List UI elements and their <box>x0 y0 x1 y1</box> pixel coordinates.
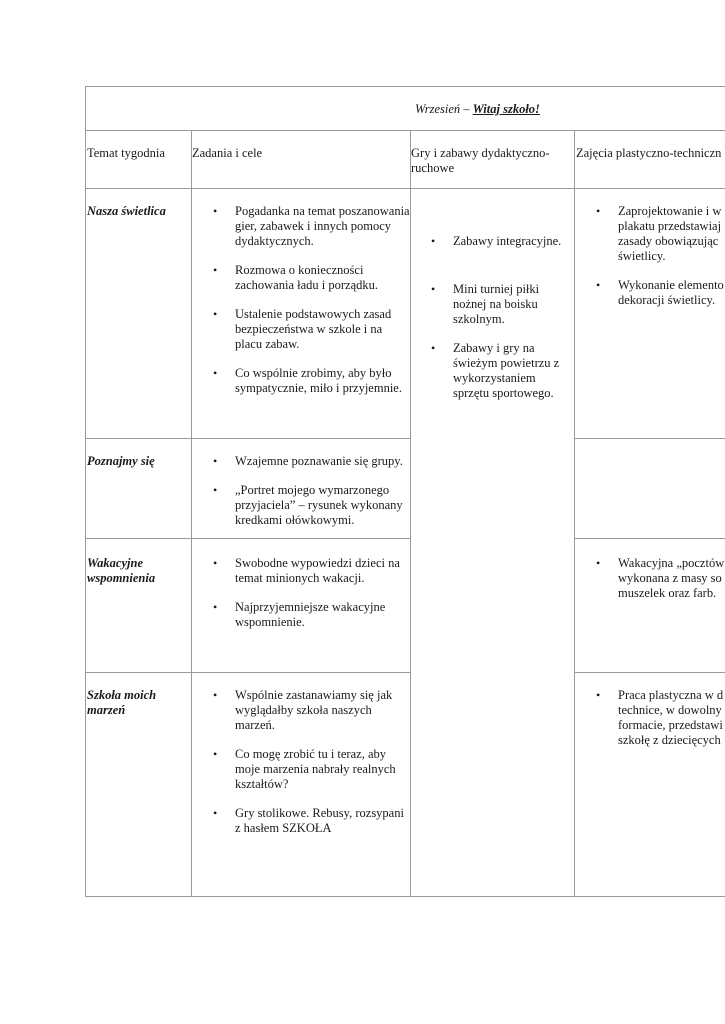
week-title: Wakacyjne wspomnienia <box>87 556 156 585</box>
week-title: Poznajmy się <box>87 454 155 468</box>
task-item: • Wzajemne poznawanie się grupy. <box>212 454 410 469</box>
task-item: • Pogadanka na temat poszanowania gier, zabawek i innych pomocy dydaktycznych. <box>212 204 410 249</box>
column-header-tasks: Zadania i cele <box>192 146 263 160</box>
task-item: • Gry stolikowe. Rebusy, rozsypani z hasłem SZKOŁA <box>212 806 410 836</box>
title-dash: – <box>460 102 473 116</box>
title-month: Wrzesień <box>415 102 461 116</box>
task-item: • Swobodne wypowiedzi dzieci na temat minionych wakacji. <box>212 556 410 586</box>
art-item-line: plakatu przedstawiaj <box>618 219 722 233</box>
art-item <box>595 204 725 264</box>
art-item <box>595 556 725 601</box>
column-header-games-line: Gry i zabawy dydaktyczno- <box>411 146 550 160</box>
table-rule-week2-art <box>575 538 725 539</box>
art-item <box>595 278 725 308</box>
art-item-line: • Zaprojektowanie i w <box>618 204 722 218</box>
column-header-art: Zajęcia plastyczno-techniczn <box>576 146 722 160</box>
task-item: • Najprzyjemniejsze wakacyjne wspomnienie. <box>212 600 410 630</box>
week-title: Szkoła moich marzeń <box>87 688 157 717</box>
table-col-divider-1 <box>191 130 192 897</box>
table-border-bottom <box>85 896 725 897</box>
column-header-art-clip <box>575 146 725 166</box>
art-item-line: wykonana z masy so <box>618 571 722 585</box>
art-item-line: formacie, przedstawi <box>618 718 723 732</box>
table-border-left <box>85 86 86 897</box>
art-list <box>595 556 725 601</box>
week-title: Nasza świetlica <box>87 204 166 218</box>
table-rule-columns <box>85 188 725 189</box>
table-rule-header <box>85 130 725 131</box>
art-cell-clip <box>575 688 725 888</box>
task-item: • Wspólnie zastanawiamy się jak wyglądałby szkoła naszych marzeń. <box>212 688 410 733</box>
activity-plan-table <box>85 86 725 898</box>
art-item-line: świetlicy. <box>618 249 666 263</box>
task-item: • Co mogę zrobić tu i teraz, aby moje marzenia nabrały realnych kształtów? <box>212 747 410 792</box>
week-tasks-list <box>212 204 410 410</box>
game-item: • Zabawy integracyjne. <box>430 234 570 249</box>
task-item: • Ustalenie podstawowych zasad bezpieczeństwa w szkole i na placu zabaw. <box>212 307 410 352</box>
week-tasks-list <box>212 454 410 542</box>
art-item-line: zasady obowiązując <box>618 234 719 248</box>
table-col-divider-2 <box>410 130 411 897</box>
column-header-games-line: ruchowe <box>411 161 455 175</box>
column-header-week: Temat tygodnia <box>87 146 165 160</box>
art-item-line: muszelek oraz farb. <box>618 586 717 600</box>
art-item-line: • Praca plastyczna w d <box>618 688 724 702</box>
table-border-top <box>85 86 725 87</box>
table-rule-week3 <box>85 672 411 673</box>
art-list <box>595 688 725 748</box>
task-item: • „Portret mojego wymarzonego przyjaciela” – rysunek wykonany kredkami ołówkowymi. <box>212 483 410 528</box>
art-item-line: dekoracji świetlicy. <box>618 293 716 307</box>
week-tasks-list <box>212 556 410 644</box>
game-item: • Mini turniej piłki nożnej na boisku szkolnym. <box>430 282 570 327</box>
title-theme: Witaj szkoło! <box>472 102 540 116</box>
table-rule-week3-art <box>575 672 725 673</box>
game-item: • Zabawy i gry na świeżym powietrzu z wykorzystaniem sprzętu sportowego. <box>430 341 570 401</box>
week-tasks-list <box>212 688 410 850</box>
table-rule-week1 <box>85 438 411 439</box>
task-item: • Rozmowa o konieczności zachowania ładu i porządku. <box>212 263 410 293</box>
art-item <box>595 688 725 748</box>
art-cell-clip <box>575 556 725 666</box>
art-item-line: szkołę z dziecięcych <box>618 733 721 747</box>
art-cell-clip <box>575 204 725 434</box>
table-title <box>415 102 540 117</box>
art-list <box>595 204 725 308</box>
art-item-line: • Wakacyjna „pocztów <box>618 556 725 570</box>
art-item-line: technice, w dowolny <box>618 703 722 717</box>
task-item: • Co wspólnie zrobimy, aby było sympatycznie, miło i przyjemnie. <box>212 366 410 396</box>
column-header-games <box>411 146 550 176</box>
table-rule-week1-art <box>575 438 725 439</box>
art-item-line: • Wykonanie elemento <box>618 278 724 292</box>
games-list <box>430 234 570 415</box>
